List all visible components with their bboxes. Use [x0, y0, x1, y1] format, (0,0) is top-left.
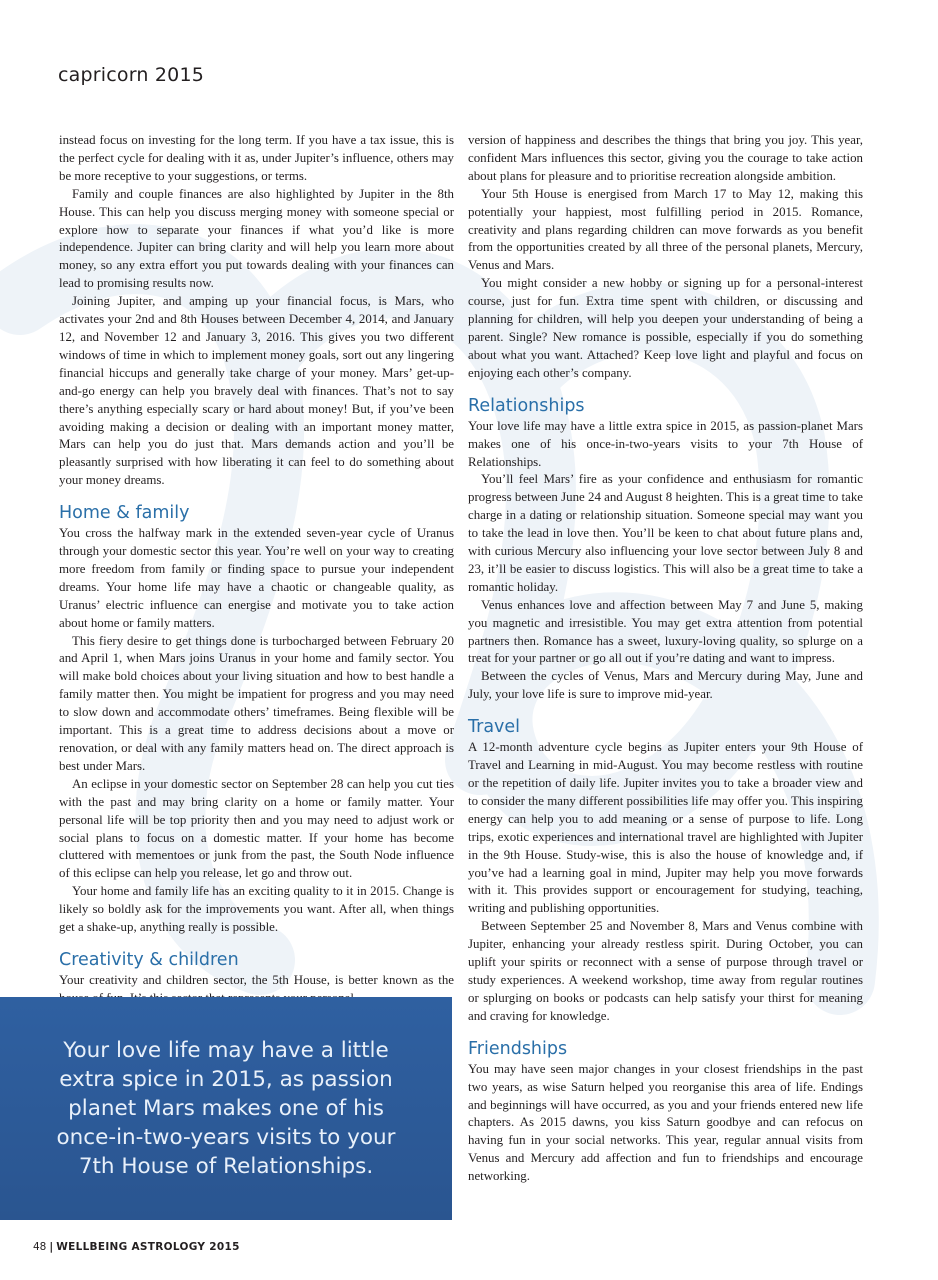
section-heading-friendships: Friendships: [468, 1038, 568, 1059]
paragraph: You cross the halfway mark in the extended seven-year cycle of Uranus through your domestic sector this year. You’re well on your way to creating more freedom from family or finding space to pursue your independent dreams. Your home life may have a chaotic or changeable quality, as Uranus’ electric influence can energise and motivate you to take action about home or family matters.: [59, 526, 454, 630]
page-title: capricorn 2015: [58, 64, 205, 86]
section-heading-home-family: Home & family: [59, 503, 190, 524]
paragraph: You’ll feel Mars’ fire as your confidence and enthusiasm for romantic progress between June 24 and August 8 heighten. This is a great time to take charge in a dating or relationship situation. Someone special may want you to take the lead in love then. You’ll be keen to chat about future plans and, with curious Mercury also influencing your love sector between July 8 and 23, it’ll be easier to discuss logistics. This will also be a great time to take a romantic holiday.: [468, 472, 863, 594]
pull-quote-box: [0, 997, 452, 1220]
paragraph: Between September 25 and November 8, Mars and Venus combine with Jupiter, enhancing your already restless spirit. During October, you can uplift your spirits or reconnect with a sense of purpose through travel or study experiences. A weekend workshop, time away from regular routines or splurging on books or podcasts can help satisfy your thirst for meaning and craving for knowledge.: [468, 919, 863, 1023]
left-column: [59, 132, 454, 1008]
paragraph: version of happiness and describes the things that bring you joy. This year, confident Mars influences this sector, giving you the courage to take action about plans for pleasure and to prioritise recreation alongside ambition.: [468, 133, 863, 183]
paragraph: Your 5th House is energised from March 17 to May 12, making this potentially your happiest, most fulfilling period in 2015. Romance, creativity and plans regarding children can move forwards as you benefit from the opportunities created by all three of the personal planets, Mercury, Venus and Mars.: [468, 186, 863, 273]
paragraph: An eclipse in your domestic sector on September 28 can help you cut ties with the past and may bring clarity on a home or family matter. Your personal life will be top priority then and you may need to adjust work or social plans to focus on a domestic matter. If your home has become cluttered with mementoes or junk from the past, the South Node influence of this eclipse can help you release, let go and throw out.: [59, 776, 454, 881]
paragraph: Family and couple finances are also highlighted by Jupiter in the 8th House. This can help you discuss merging money with someone special or explore how to separate your finances if what you’d like is more independence. Jupiter can bring clarity and will help you learn more about money, so any extra effort you put towards dealing with your finances can lead to promising results now.: [59, 186, 454, 291]
paragraph: Joining Jupiter, and amping up your financial focus, is Mars, who activates your 2nd and 8th Houses between December 4, 2014, and January 12, and November 12 and January 3, 2016. This gives you two different windows of time in which to implement money goals, sort out any lingering financial hiccups and generally take charge of your money. Mars’ get-up-and-go energy can help you bravely deal with finances. That’s not to say there’s anything especially scary or hard about money! But, if you’ve been avoiding making a decision or dealing with an important money matter, Mars can help you do just that. Mars demands action and you’ll be pleasantly surprised with how liberating it can feel to do something about your money dreams.: [59, 294, 454, 488]
paragraph: Venus enhances love and affection between May 7 and June 5, making you magnetic and irresistible. You may get extra attention from potential partners then. Romance has a sweet, luxury-loving quality, so splurge on a treat for your partner or go all out if you’re dating and want to impress.: [468, 597, 863, 666]
section-heading-relationships: Relationships: [468, 395, 585, 416]
paragraph: instead focus on investing for the long term. If you have a tax issue, this is the perfect cycle for dealing with it as, under Jupiter’s influence, others may be more receptive to your suggestions, or terms.: [59, 133, 454, 183]
publication-name: WELLBEING ASTROLOGY 2015: [56, 1241, 240, 1253]
page-footer: [33, 1241, 240, 1253]
pull-quote-text: Your love life may have a little extra spice in 2015, as passion planet Mars makes one of his once-in-two-years visits to your 7th House of Relationships.: [56, 1038, 396, 1179]
section-heading-travel: Travel: [468, 717, 521, 738]
paragraph: You might consider a new hobby or signing up for a personal-interest course, just for fun. Extra time spent with children, or discussing and planning for children, will help you deepen your understanding of being a parent. Single? New romance is possible, especially if you do something about what you want. Attached? Keep love light and playful and focus on enjoying each other’s company.: [468, 276, 863, 380]
right-column: [468, 132, 863, 1186]
footer-separator: |: [49, 1241, 54, 1253]
paragraph: Your love life may have a little extra spice in 2015, as passion-planet Mars makes one of his once-in-two-years visits to your 7th House of Relationships.: [468, 418, 863, 469]
paragraph: You may have seen major changes in your closest friendships in the past two years, as wise Saturn helped you reorganise this area of life. Endings and beginnings will have occurred, as you and your friends entered new life chapters. As 2015 dawns, you kiss Saturn goodbye and can refocus on having fun in your social networks. This year, regular annual visits from Venus and Mercury add affection and fun to friendships and encourage networking.: [468, 1061, 863, 1184]
paragraph: Your home and family life has an exciting quality to it in 2015. Change is likely so boldly ask for the improvements you want. After all, when things get a shake-up, anything really is possible.: [59, 884, 454, 935]
paragraph: A 12-month adventure cycle begins as Jupiter enters your 9th House of Travel and Learning in mid-August. You may become restless with routine or the repetition of daily life. Jupiter invites you to take a broader view and to consider the many different possibilities life may offer you. This inspiring energy can help you to add meaning or a sense of purpose to life. Long trips, exotic experiences and international travel are highlighted with Jupiter in the 9th House. Study-wise, this is also the house of knowledge and, if you’ve had a learning goal in mind, Jupiter may help you move forwards with it. This provides support or encouragement for studying, teaching, writing and publishing opportunities.: [468, 740, 863, 916]
page-number: 48: [33, 1241, 47, 1253]
section-heading-creativity-children: Creativity & children: [59, 949, 239, 970]
paragraph: This fiery desire to get things done is turbocharged between February 20 and April 1, when Mars joins Uranus in your home and family sector. You will make bold choices about your living situation and how to best handle a family matter then. You might be impatient for progress and you may need to slow down and accommodate others’ timeframes. Being flexible will be important. This is a great time to address decisions about a move or renovation, or deal with any family matters head on. The direct approach is best under Mars.: [59, 633, 454, 773]
paragraph: Between the cycles of Venus, Mars and Mercury during May, June and July, your love life is sure to improve mid-year.: [468, 669, 863, 702]
paragraph: Your creativity and children sector, the 5th House, is better known as the: [59, 972, 454, 987]
